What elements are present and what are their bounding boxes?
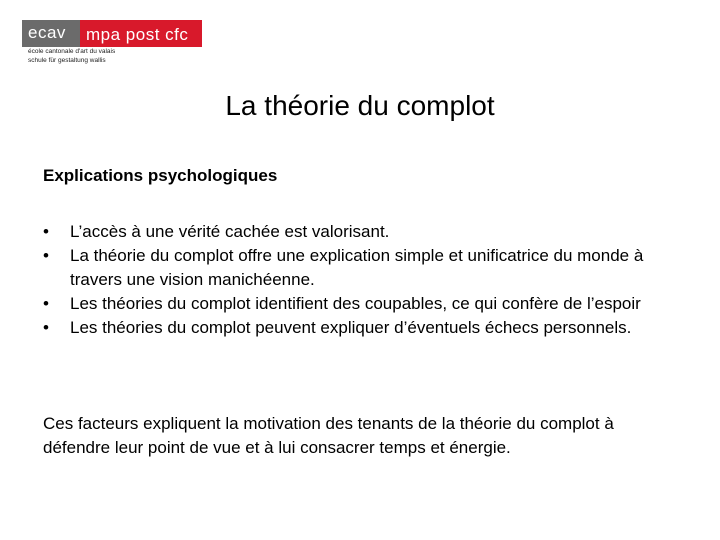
- slide-subtitle: Explications psychologiques: [43, 166, 278, 185]
- logo-subline-german: schule für gestaltung wallis: [28, 57, 106, 64]
- school-logo: [22, 20, 202, 68]
- slide-title: La théorie du complot: [225, 90, 495, 121]
- bullet-item: • L’accès à une vérité cachée est valorisant.: [43, 220, 683, 244]
- bullet-list: [43, 220, 683, 340]
- bullet-item: • Les théories du complot identifient des coupables, ce qui confère de l’espoir: [43, 292, 683, 316]
- logo-mpa-label: mpa post cfc: [80, 20, 202, 47]
- logo-ecav-label: ecav: [22, 20, 80, 47]
- conclusion-paragraph: Ces facteurs expliquent la motivation des tenants de la théorie du complot à défendre leur point de vue et à lui consacrer temps et énergie.: [43, 414, 614, 457]
- bullet-item: • Les théories du complot peuvent expliquer d’éventuels échecs personnels.: [43, 316, 683, 340]
- bullet-item: • La théorie du complot offre une explication simple et unificatrice du monde à travers une vision manichéenne.: [43, 244, 683, 292]
- logo-subline-french: école cantonale d'art du valais: [28, 48, 116, 55]
- logo-banner: [22, 20, 202, 47]
